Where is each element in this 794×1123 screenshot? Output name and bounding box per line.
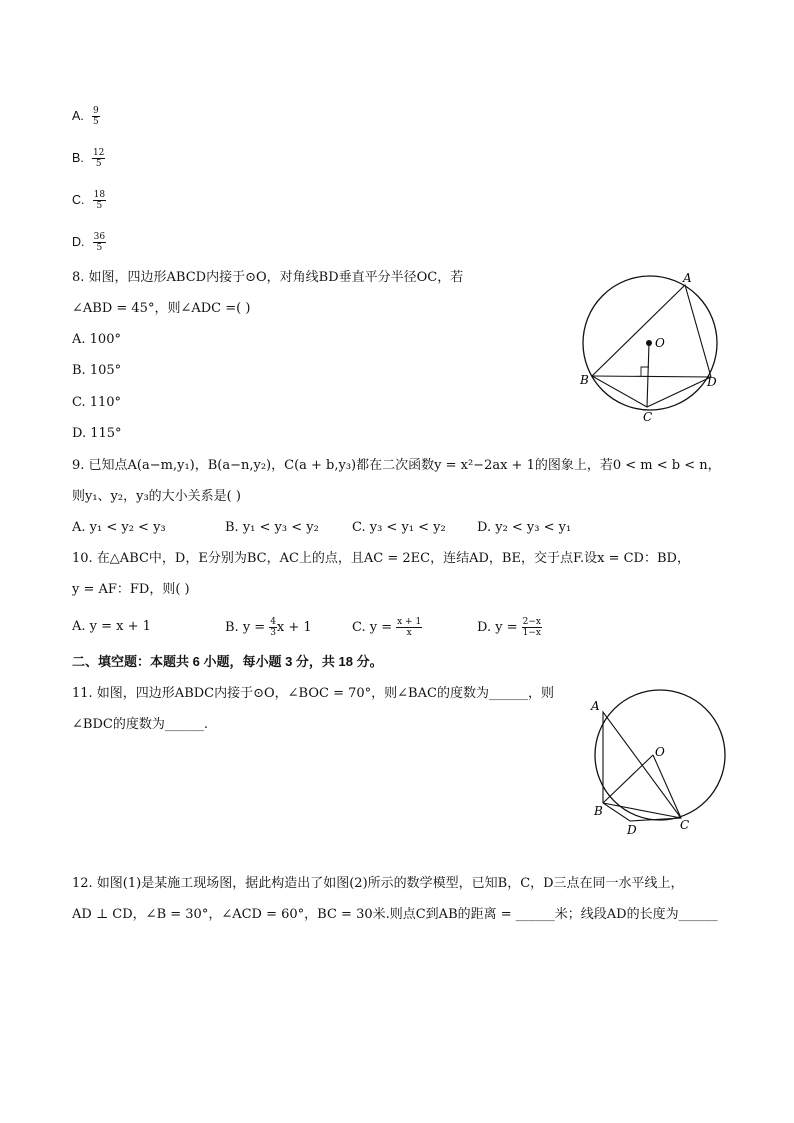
q10-stem-line2: y = AF：FD，则( ): [72, 582, 190, 597]
q10-option-b: B. y = $\frac{4}{3}$ x + 1: [225, 617, 312, 638]
q8-option-c: C. 110°: [72, 395, 122, 410]
q10-option-a: A. y = x + 1: [72, 619, 151, 634]
q7-option-a: A. $\frac{9}{5}$: [72, 106, 99, 127]
fraction: $\frac{36}{5}$: [93, 232, 106, 253]
q9-stem-line1: 9. 已知点A(a−m,y₁)，B(a−n,y₂)，C(a + b,y₃)都在二次函数y = x²−2ax + 1的图象上，若0 < m < b < n，: [72, 458, 721, 473]
label-b: B: [594, 804, 603, 818]
center-point-o: [646, 340, 652, 346]
fraction: $\frac{9}{5}$: [92, 106, 99, 127]
q8-circle-figure: [575, 268, 735, 428]
q8-option-b: B. 105°: [72, 363, 122, 378]
label-o: O: [655, 745, 665, 759]
label-d: D: [707, 375, 717, 389]
fraction: $\frac{4}{3}$: [270, 617, 276, 638]
q10-stem-line1: 10. 在△ABC中，D，E分别为BC，AC上的点，且AC = 2EC，连结AD，BE，交于点F.设x = CD：BD，: [72, 551, 690, 566]
q7-option-d: D. $\frac{36}{5}$: [72, 232, 106, 253]
radius-ob: [603, 755, 653, 803]
q12-stem-line2: AD ⊥ CD，∠B = 30°，∠ACD = 60°，BC = 30米.则点C到AB的距离 = ______米；线段AD的长度为______: [72, 907, 718, 922]
fraction: $\frac{12}{5}$: [92, 148, 105, 169]
q8-option-d: D. 115°: [72, 426, 122, 441]
q11-stem-line2: ∠BDC的度数为______.: [72, 717, 208, 732]
fraction: $\frac{2-x}{1-x}$: [522, 617, 541, 638]
q12-stem-line1: 12. 如图(1)是某施工现场图，据此构造出了如图(2)所示的数学模型，已知B，C，D三点在同一水平线上，: [72, 876, 684, 891]
fraction: $\frac{x + 1}{x}$: [397, 617, 422, 638]
label-a: A: [591, 699, 600, 713]
label-b: B: [580, 373, 589, 387]
label-d: D: [627, 823, 637, 835]
diagonal-bd: [592, 376, 711, 377]
q11-circle-figure: [585, 685, 730, 835]
q8-option-a: A. 100°: [72, 332, 121, 347]
q7-option-c: C. $\frac{18}{5}$: [72, 190, 106, 211]
quadrilateral-abdc: [603, 712, 681, 821]
quadrilateral-abcd: [592, 285, 711, 407]
q9-option-c: C. y₃ < y₁ < y₂: [352, 520, 446, 535]
label-c: C: [680, 818, 690, 832]
q10-option-c: C. y = $\frac{x + 1}{x}$: [352, 617, 422, 638]
label-o: O: [655, 336, 665, 350]
section-heading-fill-in: 二、填空题：本题共 6 小题，每小题 3 分，共 18 分。: [72, 654, 383, 669]
label-a: A: [683, 271, 692, 285]
fraction: $\frac{18}{5}$: [93, 190, 106, 211]
radius-oc: [647, 343, 649, 407]
q11-stem-line1: 11. 如图，四边形ABDC内接于⊙O，∠BOC = 70°，则∠BAC的度数为______，则: [72, 686, 554, 701]
q9-option-d: D. y₂ < y₃ < y₁: [477, 520, 572, 535]
label-c: C: [643, 410, 653, 424]
q9-option-b: B. y₁ < y₃ < y₂: [225, 520, 319, 535]
q8-stem-line2: ∠ABD = 45°，则∠ADC =( ): [72, 301, 251, 316]
q7-option-b: B. $\frac{12}{5}$: [72, 148, 105, 169]
q10-option-d: D. y = $\frac{2-x}{1-x}$: [477, 617, 541, 638]
q9-option-a: A. y₁ < y₂ < y₃: [72, 520, 166, 535]
q9-stem-line2: 则y₁、y₂，y₃的大小关系是( ): [72, 489, 241, 504]
q8-stem-line1: 8. 如图，四边形ABCD内接于⊙O，对角线BD垂直平分半径OC，若: [72, 270, 464, 285]
